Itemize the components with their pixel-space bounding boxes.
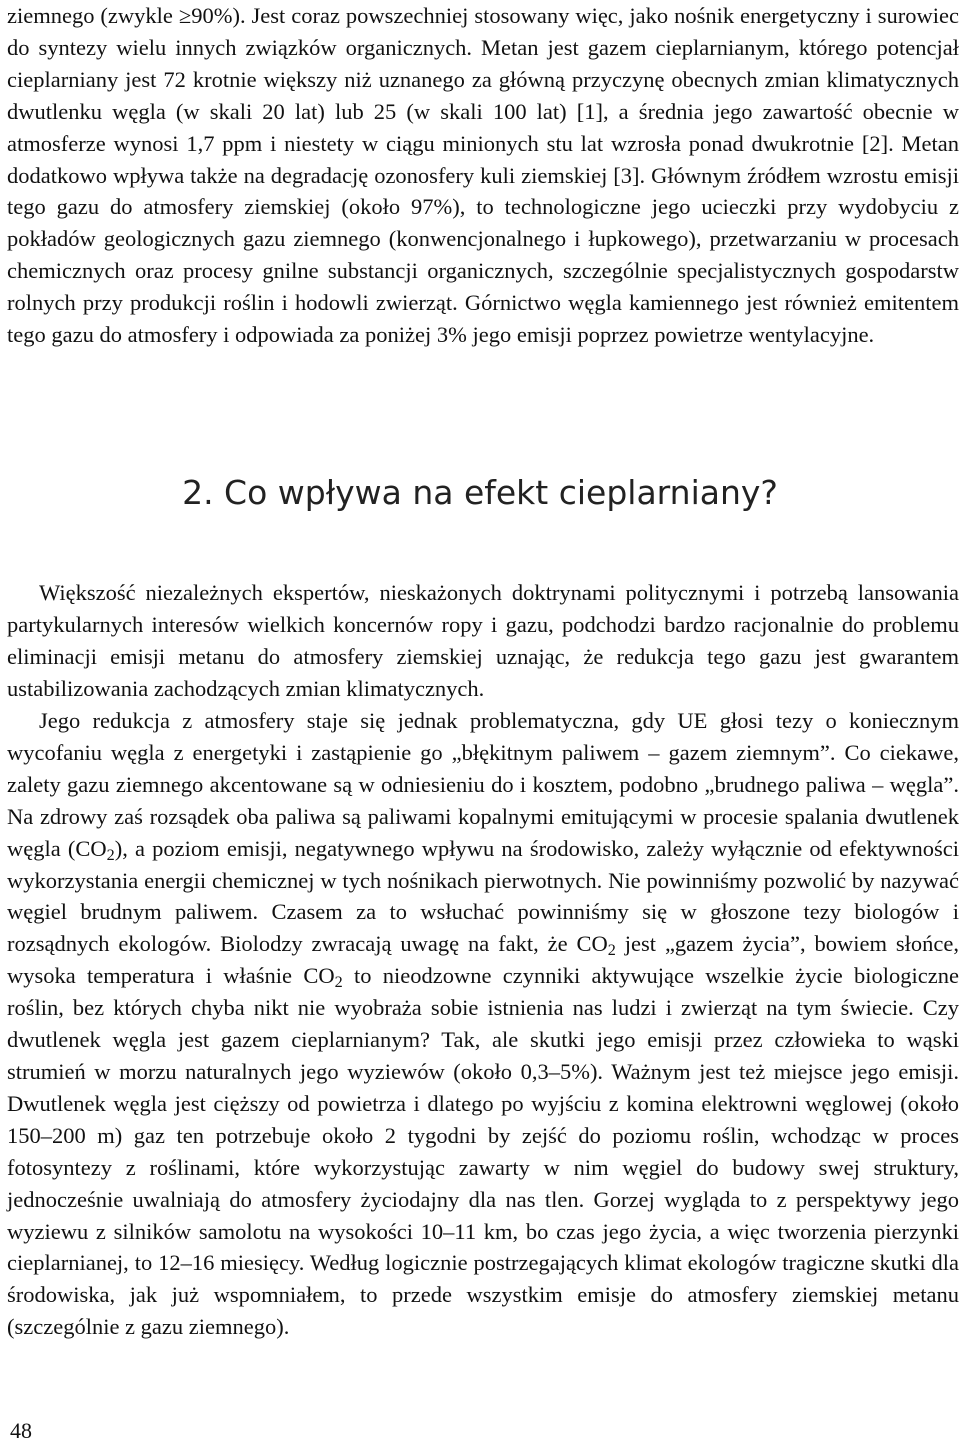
body-paragraph-main: [7, 705, 959, 1343]
paragraph-text-part: jest „gazem życia”, bowiem słońce, wysoka temperatura i właśnie CO: [7, 931, 960, 989]
subscript: 2: [106, 845, 115, 864]
section-heading: 2. Co wpływa na efekt cieplarniany?: [182, 473, 778, 512]
paragraph-text: Większość niezależnych ekspertów, nieskażonych doktrynami politycznymi i potrzebą lansowania partykularnych interesów wielkich koncernów ropy i gazu, podchodzi bardzo racjonalnie do problemu eliminacji emisji metanu do atmosfery ziemskiej uznając, że redukcja tego gazu jest gwarantem ustabilizowania zachodzących zmian klimatycznych.: [7, 580, 959, 701]
body-paragraph-continued: ziemnego (zwykle ≥90%). Jest coraz powszechniej stosowany więc, jako nośnik energetyczny i surowiec do syntezy wielu innych związków organicznych. Metan jest gazem cieplarnianym, którego potencjał cieplarniany jest 72 krotnie większy niż uznanego za główną przyczynę obecnych zmian klimatycznych dwutlenku węgla (w skali 20 lat) lub 25 (w skali 100 lat) [1], a średnia jego zawartość obecnie w atmosferze wynosi 1,7 ppm i niestety w ciągu minionych stu lat wzrosła ponad dwukrotnie [2]. Metan dodatkowo wpływa także na degradację ozonosfery kuli ziemskiej [3]. Głównym źródłem wzrostu emisji tego gazu do atmosfery ziemskiej (około 97%), to technologiczne jego ucieczki przy wydobyciu z pokładów geologicznych gazu ziemnego (konwencjonalnego i łupkowego), przetwarzaniu w procesach chemicznych oraz procesy gnilne substancji organicznych, szczególnie specjalistycznych gospodarstw rolnych przy produkcji roślin i hodowli zwierząt. Górnictwo węgla kamiennego jest również emitentem tego gazu do atmosfery i odpowiada za poniżej 3% jego emisji poprzez powietrze wentylacyjne.: [7, 3, 959, 348]
paragraph-text-part: ), a poziom emisji, negatywnego wpływu na środowisko, zależy wyłącznie od efektywności wykorzystania energii chemicznej w tych nośnikach pierwotnych. Nie powinniśmy pozwolić by nazywać węgiel brudnym paliwem. Czasem za to wsłuchać powinniśmy się w głoszone tezy biologów i rozsądnych ekologów. Biolodzy zwracają uwagę na fakt, że CO: [7, 835, 959, 957]
subscript: 2: [607, 941, 616, 960]
subscript: 2: [334, 973, 343, 992]
page-number: 48: [10, 1418, 32, 1443]
paragraph-text-part: Jego redukcja z atmosfery staje się jednak problematyczna, gdy UE głosi tezy o koniecznym wycofaniu węgla z energetyki i zastąpienie go „błękitnym paliwem – gazem ziemnym”. Co ciekawe, zalety gazu ziemnego akcentowane są w odniesieniu do i kosztem, podobno „brudnego paliwa – węgla”. Na zdrowy zaś rozsądek oba paliwa są paliwami kopalnymi emitującymi w procesie spalania dwutlenek węgla (CO: [7, 708, 959, 861]
paragraph-text-part: to nieodzowne czynniki aktywujące wszelkie życie biologiczne roślin, bez których chyba nikt nie wyobraża sobie istnienia nas ludzi i zwierząt na tym świecie. Czy dwutlenek węgla jest gazem cieplarnianym? Tak, ale skutki jego emisji przez człowieka to wąski strumień w morzu naturalnych jego wyziewów (około 0,3–5%). Ważnym jest też miejsce jego emisji. Dwutlenek węgla jest cięższy od powietrza i dlatego po wyjściu z komina elektrowni węglowej (około 150–200 m) gaz ten potrzebuje około 2 tygodni by zejść do poziomu roślin, wchodząc w proces fotosyntezy z roślinami, które wykorzystując zawarty w nim węgiel do budowy swej struktury, jednocześnie uwalniają do atmosfery życiodajny dla nas tlen. Gorzej wygląda to z perspektywy jego wyziewu z silników samolotu na wysokości 10–11 km, bo czas jego życia, a więc tworzenia pierzynki cieplarnianej, to 12–16 miesięcy. Według logicznie postrzegających klimat ekologów tragiczne skutki dla środowiska, jak już wspomniałem, to przede wszystkim emisje do atmosfery ziemskiej metanu (szczególnie z gazu ziemnego).: [7, 963, 960, 1340]
body-paragraph-intro: [7, 577, 959, 705]
